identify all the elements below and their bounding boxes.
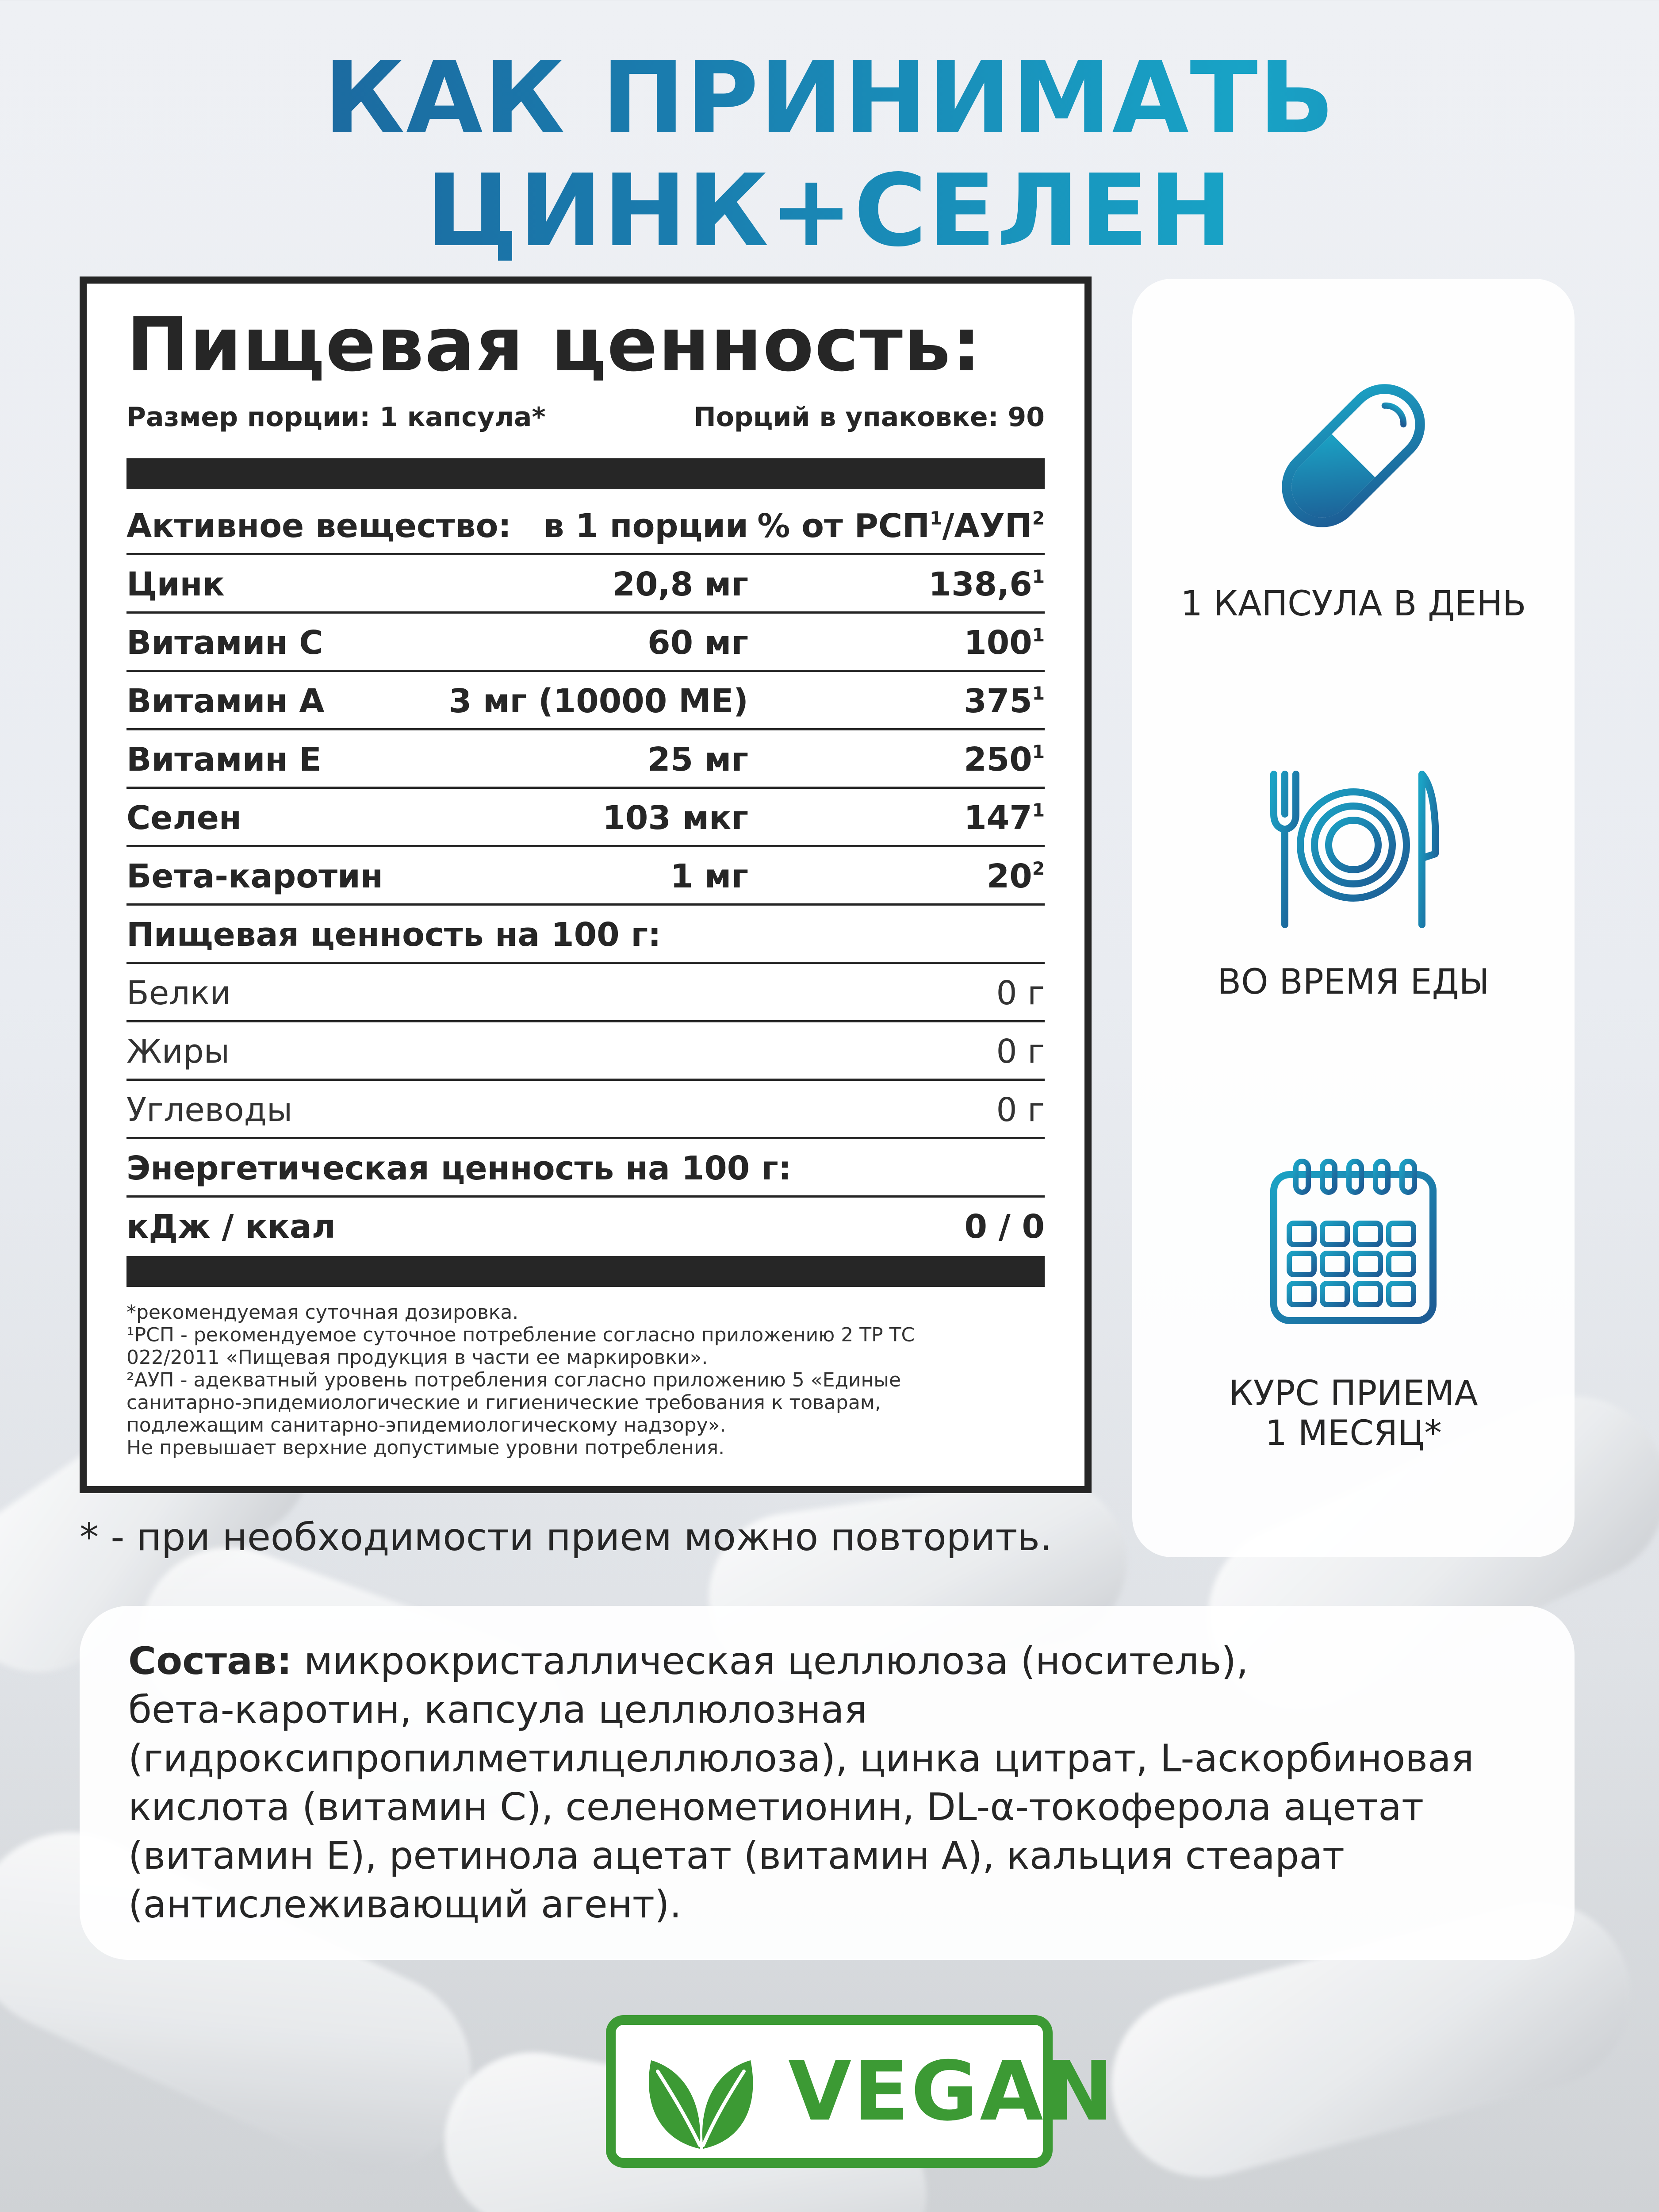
usage-card [1132, 279, 1575, 1557]
page-title-line1: КАК ПРИНИМАТЬ [323, 40, 1336, 156]
servings-per-pack: Порций в упаковке: 90 [693, 402, 1045, 433]
repeat-note: * - при необходимости прием можно повторить. [80, 1515, 1052, 1559]
composition-text: Состав: микрокристаллическая целлюлоза (носитель), бета-каротин, капсула целлюлозная (гидроксипропилметилцеллюлоза), цинка цитрат, L-аскорбиновая кислота (витамин С), селенометионин, DL-α-токоферола ацетат (витамин Е), ретинола ацетат (витамин А), кальция стеарат (антислеживающий агент). [128, 1639, 1474, 1927]
table-row: Бета-каротин 1 мг $20^2$ [126, 847, 1045, 906]
table-row: Селен 103 мкг $147^1$ [126, 789, 1045, 847]
dose-label: 1 КАПСУЛА В ДЕНЬ [1180, 584, 1526, 624]
vegan-badge [606, 2015, 1115, 2168]
header-pct: % от РСП$^1$/АУП$^2$ [757, 507, 1045, 545]
energy-row: кДж / ккал 0 / 0 [126, 1208, 1045, 1246]
capsule-icon [1265, 367, 1442, 544]
header-amount: в 1 порции [543, 507, 748, 545]
table-row: Витамин Е 25 мг $250^1$ [126, 730, 1045, 789]
timing-label: ВО ВРЕМЯ ЕДЫ [1217, 962, 1490, 1002]
table-row: Витамин А 3 мг (10000 МЕ) $375^1$ [126, 672, 1045, 730]
divider-bar [126, 458, 1045, 489]
energy-heading-row: Энергетическая ценность на 100 г: [126, 1139, 1045, 1198]
page-title [0, 42, 1659, 268]
vegan-text: VEGAN [788, 2043, 1115, 2139]
footnotes: *рекомендуемая суточная дозировка. ¹РСП - рекомендуемое суточное потребление согласно приложению 2 ТР ТС 022/2011 «Пищевая продукция в части ее маркировки». ²АУП - адекватный уровень потребления согласно приложению 5 «Единые санитарно-эпидемиологические и гигиенические требования к товарам, подлежащим санитарно-эпидемиологическому надзору». Не превышает верхние допустимые уровни потребления. [126, 1301, 915, 1459]
divider-bar [126, 1256, 1045, 1287]
course-label [1132, 1374, 1575, 1453]
per100-heading-row: Пищевая ценность на 100 г: [126, 906, 1045, 964]
nutrition-facts-panel [80, 276, 1092, 1493]
table-row: Цинк 20,8 мг 138,6$^1$ [126, 555, 1045, 614]
composition-label: Состав: [128, 1639, 292, 1683]
page-title-line2: ЦИНК+СЕЛЕН [425, 153, 1234, 269]
course-label-line2: 1 МЕСЯЦ* [1265, 1413, 1442, 1453]
table-row: Витамин С 60 мг $100^1$ [126, 614, 1045, 672]
serving-size: Размер порции: 1 капсула* [126, 402, 546, 433]
composition-card [80, 1606, 1575, 1960]
plate-fork-knife-icon [1265, 757, 1442, 933]
nutrition-heading: Пищевая ценность: [126, 301, 982, 388]
table-row: Углеводы 0 г [126, 1081, 1045, 1139]
leaves-icon [633, 2029, 766, 2162]
calendar-icon [1265, 1152, 1442, 1329]
table-row: Жиры 0 г [126, 1022, 1045, 1081]
header-name: Активное вещество: [126, 507, 512, 545]
table-row: Белки 0 г [126, 964, 1045, 1022]
course-label-line1: КУРС ПРИЕМА [1229, 1374, 1478, 1413]
table-header-row [126, 497, 1045, 555]
serving-info-row [126, 399, 1045, 435]
